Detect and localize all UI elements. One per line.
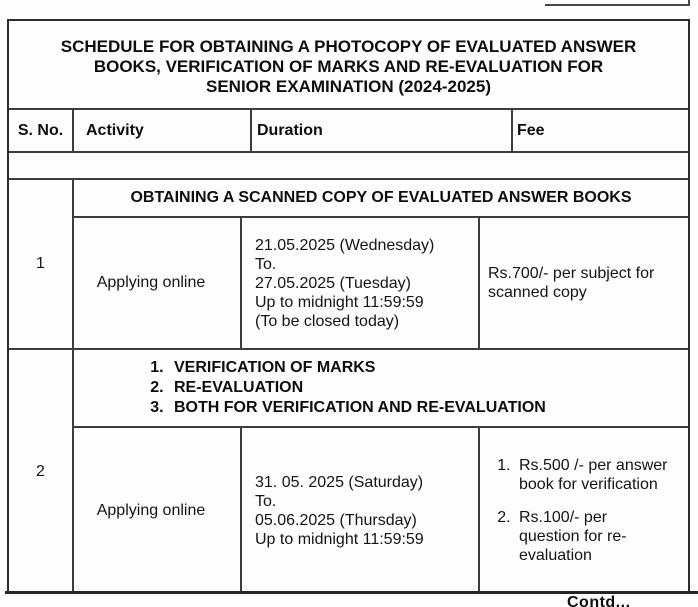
- section-list-item: 2. RE-EVALUATION: [168, 378, 546, 398]
- row1-activity: Applying online: [74, 218, 242, 348]
- title-line-2: BOOKS, VERIFICATION OF MARKS AND RE-EVALUATION FOR: [93, 57, 604, 76]
- duration-line: (To be closed today): [255, 312, 400, 330]
- fee-line: evaluation: [519, 547, 592, 564]
- fee-line: scanned copy: [488, 284, 587, 301]
- fee-line: Rs.700/- per subject for: [488, 265, 655, 282]
- duration-line: Up to midnight 11:59:59: [255, 293, 424, 311]
- schedule-table: [7, 19, 690, 593]
- duration-line: 21.05.2025 (Wednesday): [255, 236, 435, 254]
- row2-sno: 2: [9, 350, 74, 593]
- row2-section-header: [74, 350, 688, 428]
- fee-line: book for verification: [519, 476, 658, 493]
- fee-line: question for re-: [519, 528, 627, 545]
- duration-line: To.: [255, 255, 277, 273]
- row1-fee: [480, 218, 688, 348]
- duration-line: 05.06.2025 (Thursday): [255, 511, 417, 529]
- title-line-3: SENIOR EXAMINATION (2024-2025): [206, 77, 491, 96]
- section-list-item: 3. BOTH FOR VERIFICATION AND RE-EVALUATION: [168, 398, 546, 418]
- cropped-box-corner: [545, 0, 690, 6]
- title-line-1: SCHEDULE FOR OBTAINING A PHOTOCOPY OF EVALUATED ANSWER: [60, 37, 637, 56]
- row1-section-header: OBTAINING A SCANNED COPY OF EVALUATED ANSWER BOOKS: [74, 180, 688, 218]
- col-header-duration: Duration: [252, 110, 513, 151]
- row1-duration: [242, 218, 480, 348]
- table-row-1: [9, 180, 688, 350]
- table-header-row: [9, 110, 688, 153]
- row2-activity: Applying online: [74, 428, 242, 593]
- contd-label: Contd...: [567, 594, 631, 607]
- fee-line: 2. Rs.100/- per: [519, 509, 608, 526]
- col-header-activity: Activity: [74, 110, 252, 151]
- fee-line: 1. Rs.500 /- per answer: [519, 457, 668, 474]
- col-header-sno: S. No.: [9, 110, 74, 151]
- section-list-item: 1. VERIFICATION OF MARKS: [168, 358, 546, 378]
- duration-line: 27.05.2025 (Tuesday): [255, 274, 411, 292]
- duration-line: Up to midnight 11:59:59: [255, 530, 424, 548]
- empty-spacer-row: [9, 153, 688, 180]
- col-header-fee: Fee: [517, 121, 545, 139]
- row2-fee-list: [488, 456, 688, 565]
- row1-sno: 1: [9, 180, 74, 348]
- fee-list-item: [515, 508, 688, 565]
- row2-duration: [242, 428, 480, 593]
- duration-line: 31. 05. 2025 (Saturday): [255, 473, 424, 491]
- row2-section-list: [74, 358, 546, 418]
- table-row-2: [9, 350, 688, 593]
- duration-line: To.: [255, 492, 277, 510]
- table-title: [9, 21, 688, 110]
- row2-fee: [480, 428, 688, 593]
- fee-list-item: [515, 456, 688, 494]
